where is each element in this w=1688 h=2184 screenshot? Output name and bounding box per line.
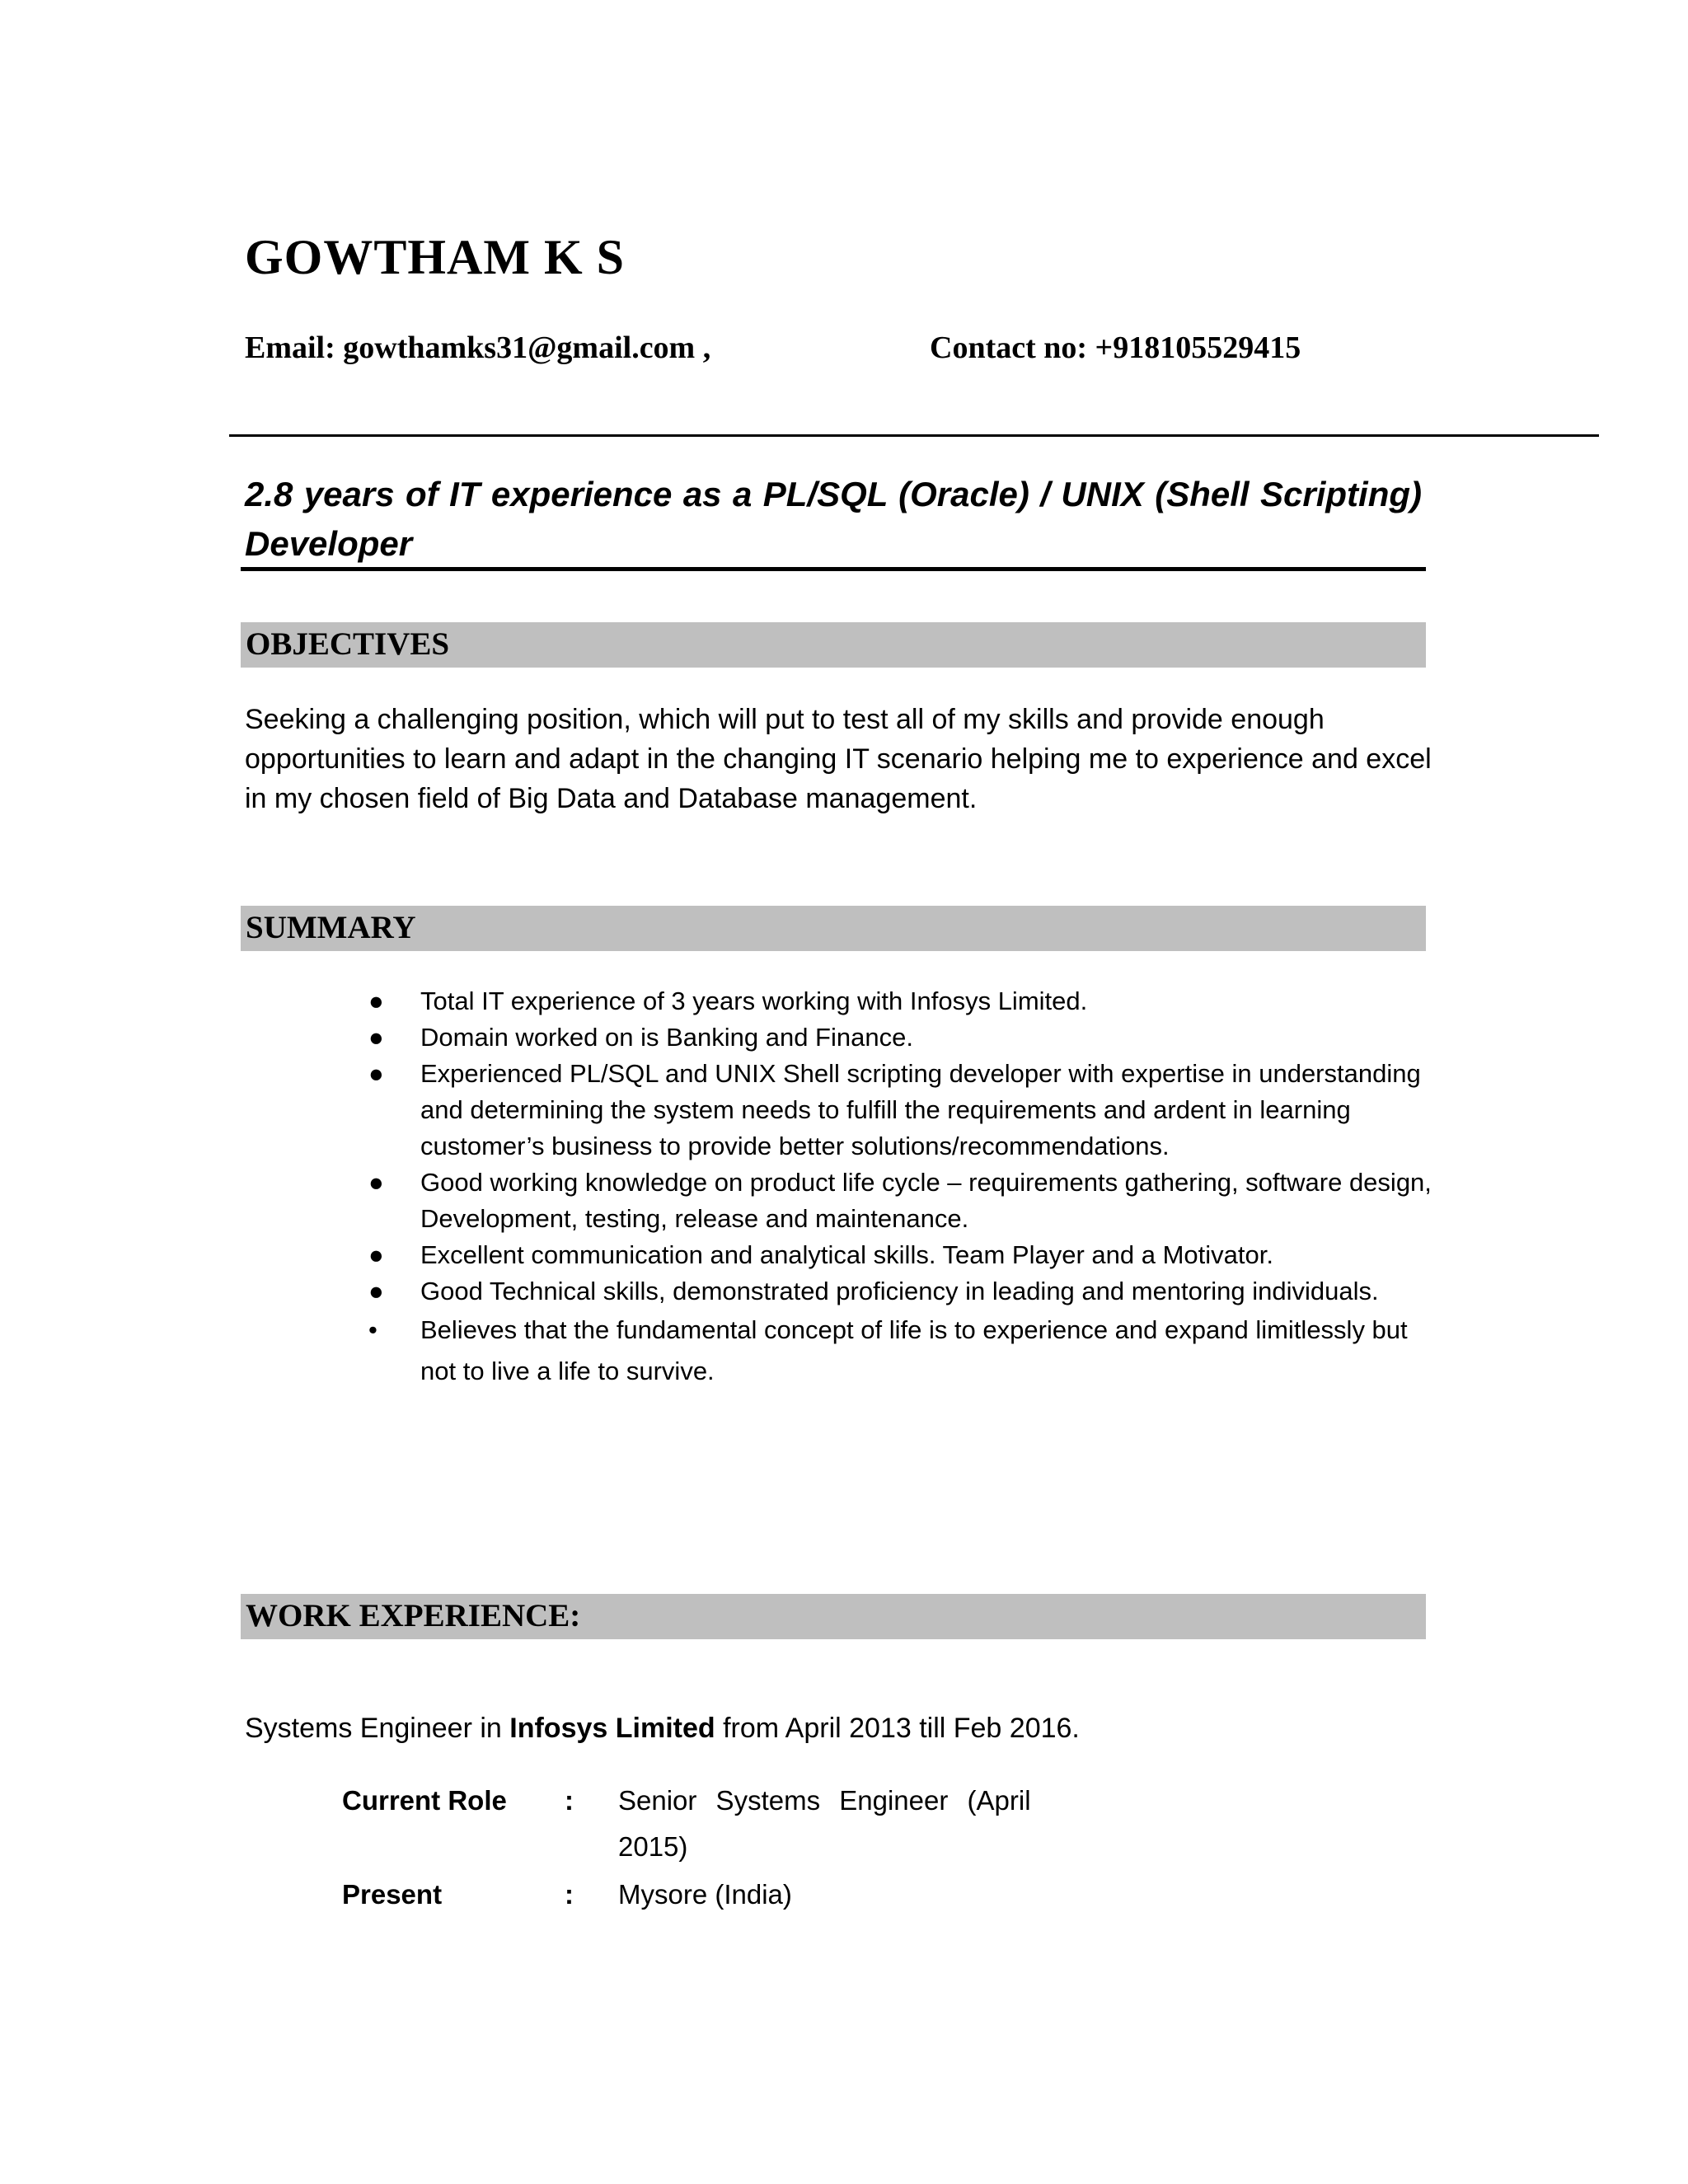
- work-experience-title: WORK EXPERIENCE:: [246, 1598, 581, 1633]
- present-location-colon: :: [565, 1879, 574, 1910]
- summary-item: [363, 1165, 1434, 1237]
- bullet-icon: ●: [368, 1168, 384, 1197]
- employment-summary-line: [245, 1713, 1080, 1745]
- candidate-name: GOWTHAM K S: [245, 230, 626, 284]
- summary-item-text: Believes that the fundamental concept of life is to experience and expand limitlessly but not to live a life to survive.: [420, 1315, 1408, 1385]
- summary-item: [363, 1273, 1434, 1310]
- objective-paragraph: Seeking a challenging position, which will put to test all of my skills and provide enough opportunities to learn and adapt in the changing IT scenario helping me to experience and excel in my chosen field of Big Data and Database management.: [245, 704, 1432, 814]
- bullet-icon: •: [368, 1315, 377, 1344]
- summary-item-text: Experienced PL/SQL and UNIX Shell scripting developer with expertise in understanding and determining the system needs to fulfill the requirements and ardent in learning customer’s business to provide better solutions/recommendations.: [420, 1059, 1421, 1160]
- current-role-value: Senior Systems Engineer (April: [618, 1785, 1031, 1816]
- experience-headline: 2.8 years of IT experience as a PL/SQL (Oracle) / UNIX (Shell Scripting) Developer: [245, 475, 1422, 563]
- summary-item-text: Total IT experience of 3 years working with Infosys Limited.: [420, 987, 1088, 1015]
- employment-prefix: Systems Engineer in: [245, 1713, 510, 1744]
- current-role-value-continued: 2015): [618, 1831, 688, 1862]
- summary-item: [363, 1310, 1434, 1392]
- summary-list: [363, 983, 1434, 1392]
- present-location-label: Present: [342, 1879, 443, 1910]
- objectives-section-header: [241, 622, 1426, 668]
- bullet-icon: ●: [368, 987, 384, 1015]
- email-line: Email: gowthamks31@gmail.com ,: [245, 330, 711, 365]
- summary-item: [363, 983, 1434, 1019]
- contact-number-line: Contact no: +918105529415: [930, 330, 1301, 365]
- summary-item-text: Domain worked on is Banking and Finance.: [420, 1023, 913, 1052]
- summary-item-text: Good working knowledge on product life cycle – requirements gathering, software design, Development, testing, release and maintenance.: [420, 1168, 1432, 1233]
- summary-item: [363, 1056, 1434, 1165]
- summary-section-header: [241, 906, 1426, 951]
- bullet-icon: ●: [368, 1277, 384, 1305]
- header-divider: [229, 434, 1599, 437]
- bullet-icon: ●: [368, 1059, 384, 1088]
- present-location-value: Mysore (India): [618, 1879, 792, 1910]
- objectives-title: OBJECTIVES: [246, 626, 450, 662]
- current-role-colon: :: [565, 1785, 574, 1816]
- summary-title: SUMMARY: [246, 910, 416, 945]
- work-experience-section-header: [241, 1594, 1426, 1639]
- bullet-icon: ●: [368, 1240, 384, 1269]
- current-role-label: Current Role: [342, 1785, 507, 1816]
- headline-underline: [241, 567, 1426, 571]
- company-name: Infosys Limited: [509, 1713, 715, 1744]
- summary-item: [363, 1019, 1434, 1056]
- employment-suffix: from April 2013 till Feb 2016.: [715, 1713, 1080, 1744]
- summary-item: [363, 1237, 1434, 1273]
- summary-item-text: Excellent communication and analytical skills. Team Player and a Motivator.: [420, 1240, 1273, 1269]
- summary-item-text: Good Technical skills, demonstrated proficiency in leading and mentoring individuals.: [420, 1277, 1379, 1305]
- bullet-icon: ●: [368, 1023, 384, 1052]
